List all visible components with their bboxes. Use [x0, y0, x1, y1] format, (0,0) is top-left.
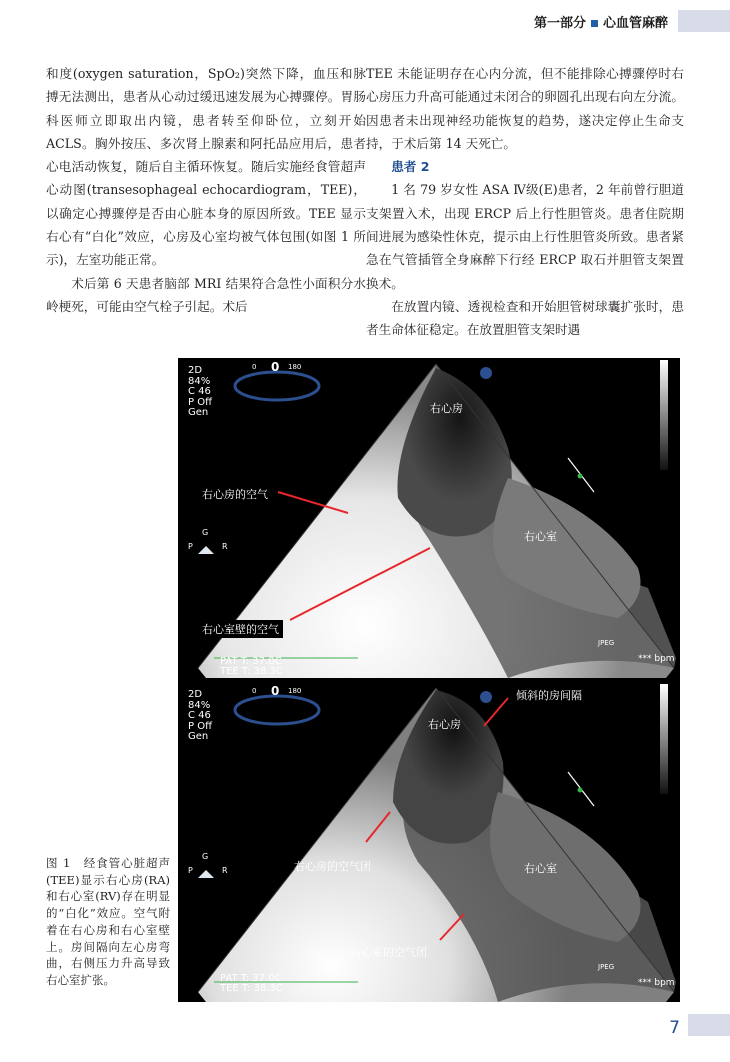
label-right-ventricle: 右心室: [524, 862, 557, 875]
bpm-label: *** bpm: [638, 978, 675, 988]
header-title: 第一部分 心血管麻醉: [533, 15, 668, 31]
echo-settings-top: [188, 366, 212, 419]
right-column: [366, 62, 684, 342]
compress-label: C 46: [188, 386, 211, 397]
probe-temp: TEE T: 38.3C: [220, 983, 283, 994]
angle-value: 0: [271, 360, 280, 374]
patient-temp: PAT T: 37.0C: [220, 973, 282, 984]
bpm-label: *** bpm: [638, 654, 675, 664]
compress-label: C 46: [188, 710, 211, 721]
running-header: [500, 10, 730, 32]
label-ra-air-mass: 右心房的空气团: [294, 860, 371, 873]
marker-g: G: [202, 852, 209, 861]
mode-label: 2D: [188, 689, 203, 700]
angle-scale-min: 0: [252, 687, 257, 695]
angle-scale-max: 180: [288, 363, 302, 371]
tee-panel-top: [178, 358, 680, 678]
marker-r: R: [222, 542, 228, 551]
label-right-atrium: 右心房: [428, 718, 461, 731]
power-label: P Off: [188, 396, 212, 408]
page-number-tab: [688, 1014, 730, 1036]
paragraph-patient2-history: 1 名 79 岁女性 ASA Ⅳ级(E)患者，2 年前曾行胆道支架置入术，出现 ERCP 后上行性胆管炎。患者住院期间进展为感染性休克，提示由上行性胆管炎所致。患者紧急在气管插管全身麻醉下行经 ERCP 取石并胆管支架置换术。: [366, 182, 684, 291]
patient-temp: PAT T: 37.0C: [220, 656, 282, 667]
gen-label: Gen: [188, 407, 209, 418]
angle-scale-min: 0: [252, 363, 257, 371]
format-label: JPEG: [598, 639, 615, 647]
label-ra-air: 右心房的空气: [198, 485, 272, 503]
header-tab: [678, 10, 730, 32]
angle-value: 0: [271, 684, 280, 698]
label-right-ventricle: 右心室: [524, 530, 557, 543]
gen-label: Gen: [188, 731, 209, 742]
gain-label: 84%: [188, 699, 211, 711]
label-right-atrium: 右心房: [430, 402, 463, 415]
marker-p: P: [188, 866, 193, 875]
angle-scale-max: 180: [288, 687, 302, 695]
gain-label: 84%: [188, 375, 211, 387]
temperature-readout-bottom: [220, 974, 283, 994]
paragraph-mri: 术后第 6 天患者脑部 MRI 结果符合急性小面积分水岭梗死，可能由空气栓子引起。术后: [46, 275, 366, 314]
format-label: JPEG: [598, 963, 615, 971]
page-number: 7: [669, 1018, 680, 1038]
figure-caption: 图 1 经食管心脏超声(TEE)显示右心房(RA)和右心室(RV)存在明显的“白化”效应。空气附着在右心房和右心室壁上。房间隔向左心房弯曲，右侧压力升高导致右心室扩张。: [46, 856, 170, 987]
paragraph-tee-continued: TEE 未能证明存在心内分流，但不能排除心搏骤停时右心房压力升高可能通过未闭合的卵圆孔出现右向左分流。因患者未出现神经功能恢复的趋势，遂决定停止生命支持，于术后第 14 天死亡。: [366, 66, 684, 151]
tee-figure: [178, 358, 680, 1002]
echo-settings-bottom: [188, 690, 212, 743]
left-column: [46, 62, 366, 318]
marker-p: P: [188, 542, 193, 551]
paragraph-case1-continued: 和度(oxygen saturation，SpO₂)突然下降，血压和脉搏无法测出，患者从心动过缓迅速发展为心搏骤停。胃肠科医师立即取出内镜，患者转至仰卧位，立刻开始 ACLS。胸外按压、多次肾上腺素和阿托品应用后，患者心电活动恢复，随后自主循环恢复。随后实施经食管超声心动图(transesophageal echocardiogram，TEE)，以确定心搏骤停是否由心脏本身的原因所致。TEE 显示右心有“白化”效应，心房及心室均被气体包围(如图 1 所示)，左室功能正常。: [46, 66, 366, 268]
section-heading-patient2: 患者 2: [391, 159, 430, 175]
header-square-icon: [591, 20, 598, 27]
mode-label: 2D: [188, 365, 203, 376]
marker-r: R: [222, 866, 228, 875]
marker-g: G: [202, 528, 209, 537]
power-label: P Off: [188, 720, 212, 732]
label-rv-air-mass: 右心室的空气团: [350, 946, 427, 959]
tee-panel-bottom: [178, 682, 680, 1002]
temperature-readout-top: [220, 657, 283, 677]
label-rv-wall-air: 右心室壁的空气: [198, 620, 283, 638]
probe-temp: TEE T: 38.3C: [220, 666, 283, 677]
paragraph-patient2-procedure: 在放置内镜、透视检查和开始胆管树球囊扩张时，患者生命体征稳定。在放置胆管支架时遇: [366, 298, 684, 338]
label-tilted-septum: 倾斜的房间隔: [512, 686, 586, 704]
